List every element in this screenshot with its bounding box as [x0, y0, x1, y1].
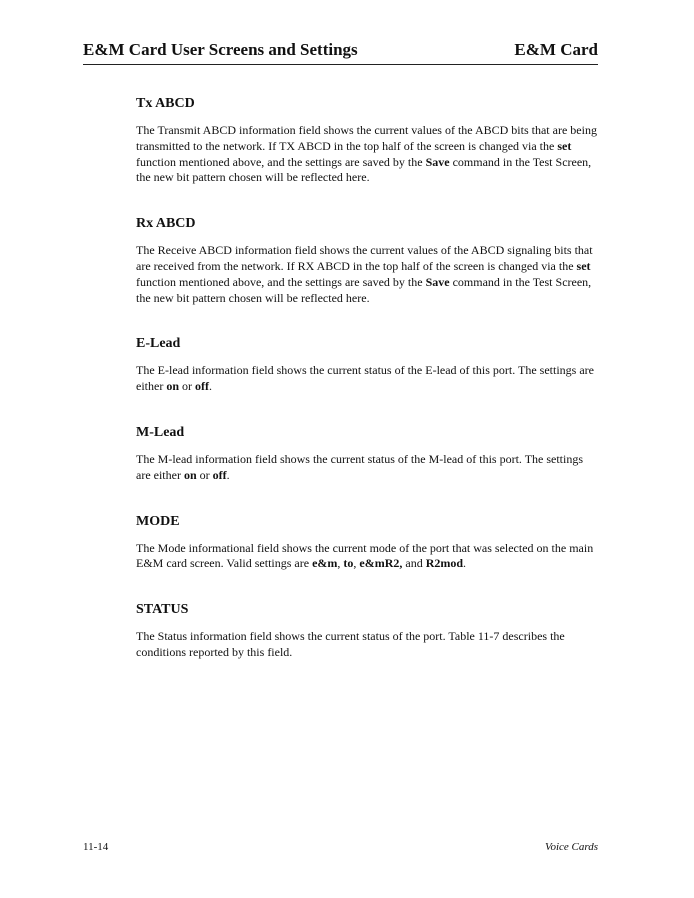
header-chapter-title: E&M Card	[514, 40, 598, 59]
bold-term: on	[183, 467, 197, 482]
bold-term: R2mod	[425, 556, 464, 571]
bold-term: Save	[425, 274, 450, 289]
section-m-lead	[136, 425, 598, 484]
section-mode	[136, 514, 598, 573]
bold-term: set	[576, 258, 591, 273]
section-rx-abcd	[136, 216, 598, 306]
section-heading: E-Lead	[136, 336, 181, 352]
bold-term: on	[166, 379, 180, 394]
bold-term: set	[557, 138, 572, 153]
section-heading: Tx ABCD	[136, 96, 195, 111]
footer-chapter: Voice Cards	[544, 841, 598, 853]
page-content	[136, 96, 598, 691]
page-number: 11-14	[83, 841, 109, 853]
section-paragraph: The Mode informational field shows the current mode of the port that was selected on the main E&M card screen. Valid settings are e&m, to, e&mR2, and R2mod.	[136, 540, 594, 571]
bold-term: off	[212, 467, 227, 482]
section-tx-abcd	[136, 96, 598, 186]
page-header	[83, 40, 598, 65]
section-heading: STATUS	[136, 602, 189, 618]
section-paragraph: The Transmit ABCD information field shows the current values of the ABCD bits that are being transmitted to the network. If TX ABCD in the top half of the screen is changed via the set function mentioned above, and the settings are saved by the Save command in the Test Screen, the new bit pattern chosen will be reflected here.	[136, 123, 597, 185]
section-paragraph: The Receive ABCD information field shows the current values of the ABCD signaling bits that are received from the network. If RX ABCD in the top half of the screen is changed via the set function mentioned above, and the settings are saved by the Save command in the Test Screen, the new bit pattern chosen will be reflected here.	[136, 243, 593, 305]
bold-term: to	[343, 556, 354, 571]
bold-term: Save	[425, 154, 450, 169]
section-heading: MODE	[136, 513, 180, 529]
bold-term: e&m	[312, 556, 338, 571]
section-status	[136, 602, 598, 661]
section-paragraph: The E-lead information field shows the current status of the E-lead of this port. The settings are either on or off.	[136, 363, 594, 394]
header-section-title: E&M Card User Screens and Settings	[83, 40, 358, 59]
bold-term: off	[195, 379, 210, 394]
bold-term: e&mR2,	[359, 556, 403, 571]
section-paragraph: The Status information field shows the current status of the port. Table 11-7 describes the conditions reported by this field.	[136, 629, 565, 659]
section-e-lead	[136, 336, 598, 395]
section-heading: Rx ABCD	[136, 216, 196, 232]
section-heading: M-Lead	[136, 424, 185, 440]
section-paragraph: The M-lead information field shows the current status of the M-lead of this port. The settings are either on or off.	[136, 451, 584, 482]
